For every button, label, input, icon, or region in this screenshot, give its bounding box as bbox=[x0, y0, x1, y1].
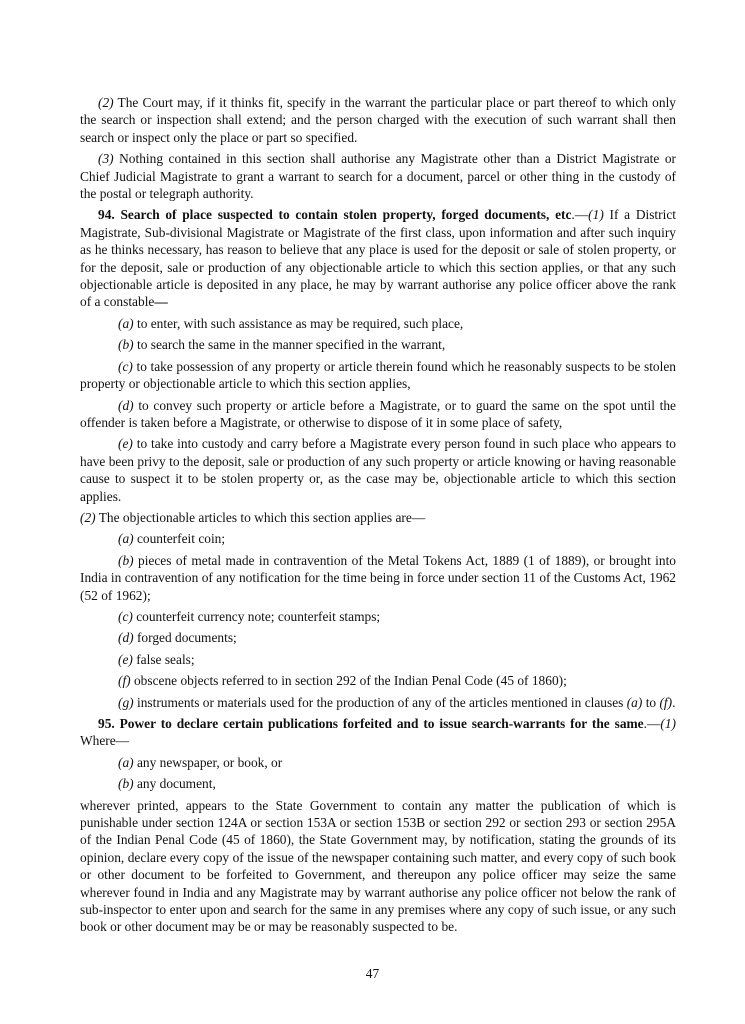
paragraph-text: If a District Magistrate, Sub-divisional Magistrate or Magistrate of the first class, upon information and after such inquiry as he thinks necessary, has reason to believe that any place is used for the deposit or sale of stolen property, or for the deposit, sale or production of any objectionable article to which this section applies, or that any such objectionable article is deposited in any place, he may by warrant authorise any police officer above the rank of a constable bbox=[80, 207, 676, 310]
section-94-subsection-2 bbox=[80, 509, 676, 526]
paragraph-text: Nothing contained in this section shall authorise any Magistrate other than a District Magistrate or Chief Judicial Magistrate to grant a warrant to search for a document, parcel or other thing in the custody of the postal or telegraph authority. bbox=[80, 151, 676, 202]
article-a bbox=[80, 530, 676, 547]
section-94-subsection-1 bbox=[80, 206, 676, 310]
item-b bbox=[80, 775, 676, 792]
section-93-subsection-2 bbox=[80, 94, 676, 146]
clause-text: instruments or materials used for the production of any of the articles mentioned in clauses bbox=[133, 694, 627, 710]
subsection-number: (2) bbox=[98, 95, 114, 110]
clause-d bbox=[80, 397, 676, 432]
paragraph-text: The objectionable articles to which this section applies are— bbox=[95, 509, 426, 525]
clause-text: false seals; bbox=[132, 651, 195, 667]
clause-text: counterfeit coin; bbox=[133, 531, 226, 547]
article-d bbox=[80, 629, 676, 646]
article-c bbox=[80, 608, 676, 625]
subsection-number: (1) bbox=[660, 716, 676, 731]
clause-label: (d) bbox=[118, 630, 134, 646]
article-g bbox=[80, 694, 676, 711]
section-95-body: wherever printed, appears to the State Government to contain any matter the publication of which is punishable under section 124A or section 153A or section 153B or section 292 or section 293 or section 295A of the Indian Penal Code (45 of 1860), the State Government may, by notification, stating the grounds of its opinion, declare every copy of the issue of the newspaper containing such matter, and every copy of such book or other document to be forfeited to Government, and thereupon any police officer may seize the same wherever found in India and any Magistrate may by warrant authorise any police officer not below the rank of sub-inspector to enter upon and search for the same in any premises where any copy of such issue, or any such book or other document may be or may be reasonably suspected to be. bbox=[80, 797, 676, 935]
heading-dash: .— bbox=[643, 716, 661, 731]
clause-text: pieces of metal made in contravention of the Metal Tokens Act, 1889 (1 of 1889), or brought into India in contravention of any notification for the time being in force under section 11 of the Customs Act, 1962 (52 of 1962); bbox=[80, 552, 676, 603]
item-a bbox=[80, 754, 676, 771]
article-f bbox=[80, 672, 676, 689]
clause-text: forged documents; bbox=[133, 630, 237, 646]
clause-label: (e) bbox=[118, 436, 133, 452]
clause-label: (a) bbox=[118, 315, 134, 331]
clause-text: any newspaper, or book, or bbox=[133, 754, 283, 770]
clause-b bbox=[80, 336, 676, 353]
clause-text: counterfeit currency note; counterfeit stamps; bbox=[132, 608, 381, 624]
clause-label: (c) bbox=[118, 608, 133, 624]
clause-reference: (a) bbox=[626, 694, 643, 710]
clause-text: . bbox=[672, 694, 676, 710]
clause-reference: (f) bbox=[659, 694, 673, 710]
article-b bbox=[80, 552, 676, 604]
clause-text: to take into custody and carry before a Magistrate every person found in such place who appears to have been privy to the deposit, sale or production of any such property or article knowing or having reasonable cause to suspect it to be stolen property or, as the case may be, objectionable article to which this section applies. bbox=[80, 436, 676, 504]
subsection-number: (1) bbox=[588, 207, 604, 223]
clause-label: (c) bbox=[118, 358, 133, 374]
clause-c bbox=[80, 358, 676, 393]
section-95-subsection-1 bbox=[80, 715, 676, 750]
clause-text: to take possession of any property or article therein found which he reasonably suspects to be stolen property or objectionable article to which this section applies, bbox=[80, 358, 676, 392]
clause-label: (b) bbox=[118, 776, 134, 792]
section-94-heading: 94. Search of place suspected to contain stolen property, forged documents, etc bbox=[98, 207, 572, 223]
subsection-number: (3) bbox=[98, 151, 114, 167]
clause-text: obscene objects referred to in section 292 of the Indian Penal Code (45 of 1860); bbox=[130, 673, 567, 689]
clause-text: to convey such property or article before a Magistrate, or to guard the same on the spot until the offender is taken before a Magistrate, or otherwise to dispose of it in some place of safety, bbox=[80, 397, 676, 430]
clause-text: to bbox=[642, 694, 660, 710]
paragraph-text: Where— bbox=[80, 733, 130, 749]
clause-label: (b) bbox=[118, 337, 134, 353]
heading-dash: .— bbox=[571, 207, 589, 223]
clause-text: any document, bbox=[133, 776, 216, 792]
clause-label: (a) bbox=[118, 754, 134, 770]
clause-text: to enter, with such assistance as may be required, such place, bbox=[133, 315, 464, 331]
clause-label: (g) bbox=[118, 694, 134, 710]
clause-label: (e) bbox=[118, 651, 133, 667]
clause-a bbox=[80, 315, 676, 332]
section-95-heading: 95. Power to declare certain publications forfeited and to issue search-warrants for the same bbox=[98, 716, 644, 731]
clause-label: (a) bbox=[118, 531, 134, 547]
paragraph-text: The Court may, if it thinks fit, specify in the warrant the particular place or part thereof to which only the search or inspection shall extend; and the person charged with the execution of such warrant shall then search or inspect only the place or part so specified. bbox=[80, 95, 676, 145]
section-93-subsection-3 bbox=[80, 150, 676, 202]
intro-dash: — bbox=[154, 294, 168, 310]
page-number: 47 bbox=[365, 966, 380, 981]
clause-label: (d) bbox=[118, 397, 134, 413]
document-page bbox=[80, 94, 676, 940]
subsection-number: (2) bbox=[80, 509, 96, 525]
clause-label: (f) bbox=[118, 673, 131, 689]
clause-label: (b) bbox=[118, 552, 134, 568]
clause-e bbox=[80, 435, 676, 505]
clause-text: to search the same in the manner specified in the warrant, bbox=[133, 337, 446, 353]
article-e bbox=[80, 651, 676, 668]
